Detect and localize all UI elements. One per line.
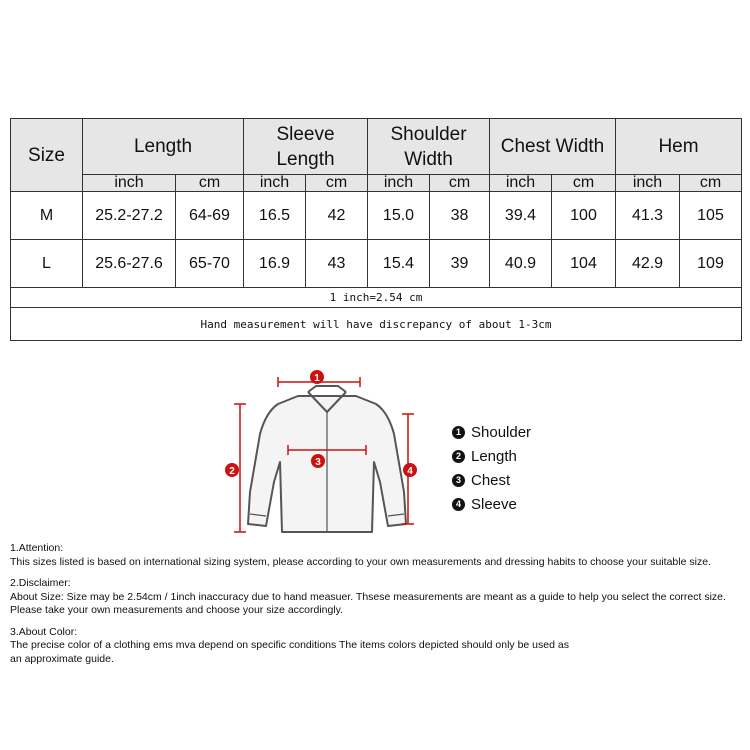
legend-number: 2: [452, 450, 465, 463]
note-title: 2.Disclaimer:: [10, 577, 71, 589]
note-line: About Size: Size may be 2.54cm / 1inch inaccuracy due to hand measuer. Thsese measurements are meant as a guide to help you select the correct size.: [10, 590, 726, 603]
unit-cell: cm: [430, 175, 490, 192]
value-cell: 40.9: [490, 240, 552, 288]
value-cell: 105: [680, 192, 742, 240]
unit-cell: inch: [83, 175, 176, 192]
table-row-m: [11, 192, 742, 240]
table-row-l: [11, 240, 742, 288]
note-attention: [10, 542, 745, 569]
legend-item-length: [452, 444, 531, 468]
value-cell: 15.0: [368, 192, 430, 240]
unit-cell: cm: [176, 175, 244, 192]
discrepancy-note: Hand measurement will have discrepancy of about 1-3cm: [11, 308, 742, 341]
header-shoulder-width: Shoulder Width: [368, 119, 490, 175]
header-length: Length: [83, 119, 244, 175]
value-cell: 104: [552, 240, 616, 288]
value-cell: 42.9: [616, 240, 680, 288]
value-cell: 39: [430, 240, 490, 288]
value-cell: 38: [430, 192, 490, 240]
diagram-legend: [452, 420, 531, 516]
legend-number: 1: [452, 426, 465, 439]
value-cell: 100: [552, 192, 616, 240]
size-cell: L: [11, 240, 83, 288]
marker-1: [310, 370, 324, 384]
unit-cell: cm: [552, 175, 616, 192]
value-cell: 15.4: [368, 240, 430, 288]
conversion-note-row: [11, 288, 742, 308]
legend-number: 4: [452, 498, 465, 511]
value-cell: 25.2-27.2: [83, 192, 176, 240]
value-cell: 43: [306, 240, 368, 288]
unit-cell: inch: [368, 175, 430, 192]
legend-item-sleeve: [452, 492, 531, 516]
header-row: [11, 119, 742, 175]
legend-number: 3: [452, 474, 465, 487]
value-cell: 41.3: [616, 192, 680, 240]
note-about-color: [10, 626, 745, 667]
marker-2: [225, 463, 239, 477]
header-hem: Hem: [616, 119, 742, 175]
svg-text:2: 2: [229, 466, 235, 477]
shirt-icon: [248, 386, 406, 532]
unit-cell: cm: [306, 175, 368, 192]
note-title: 1.Attention:: [10, 542, 64, 554]
note-title: 3.About Color:: [10, 625, 78, 638]
header-chest-width: Chest Width: [490, 119, 616, 175]
notes-section: [10, 542, 745, 674]
value-cell: 64-69: [176, 192, 244, 240]
marker-4: [403, 463, 417, 477]
legend-label: Length: [471, 447, 517, 465]
header-size: Size: [11, 119, 83, 192]
unit-cell: cm: [680, 175, 742, 192]
value-cell: 16.9: [244, 240, 306, 288]
legend-label: Sleeve: [471, 495, 517, 513]
shirt-measurement-diagram: [220, 364, 430, 544]
value-cell: 65-70: [176, 240, 244, 288]
note-line: Please take your own measurements and choose your size accordingly.: [10, 604, 344, 616]
marker-3: [311, 454, 325, 468]
unit-cell: inch: [616, 175, 680, 192]
legend-item-shoulder: [452, 420, 531, 444]
value-cell: 25.6-27.6: [83, 240, 176, 288]
svg-text:1: 1: [314, 373, 320, 384]
legend-label: Chest: [471, 471, 511, 489]
value-cell: 39.4: [490, 192, 552, 240]
note-line: an approximate guide.: [10, 652, 114, 665]
legend-item-chest: [452, 468, 531, 492]
size-cell: M: [11, 192, 83, 240]
value-cell: 109: [680, 240, 742, 288]
size-chart-table: [10, 118, 742, 341]
conversion-note: 1 inch=2.54 cm: [11, 288, 742, 308]
legend-label: Shoulder: [471, 423, 532, 441]
svg-text:4: 4: [407, 466, 413, 477]
note-disclaimer: [10, 577, 745, 618]
svg-text:3: 3: [315, 457, 321, 468]
note-line: This sizes listed is based on international sizing system, please according to your own measurements and dressing habits to choose your suitable size.: [10, 555, 711, 568]
note-line: The precise color of a clothing ems mva depend on specific conditions The items colors depicted should only be used as: [10, 639, 569, 651]
unit-cell: inch: [244, 175, 306, 192]
value-cell: 42: [306, 192, 368, 240]
unit-row: [11, 175, 742, 192]
header-sleeve-length: Sleeve Length: [244, 119, 368, 175]
value-cell: 16.5: [244, 192, 306, 240]
unit-cell: inch: [490, 175, 552, 192]
discrepancy-note-row: [11, 308, 742, 341]
